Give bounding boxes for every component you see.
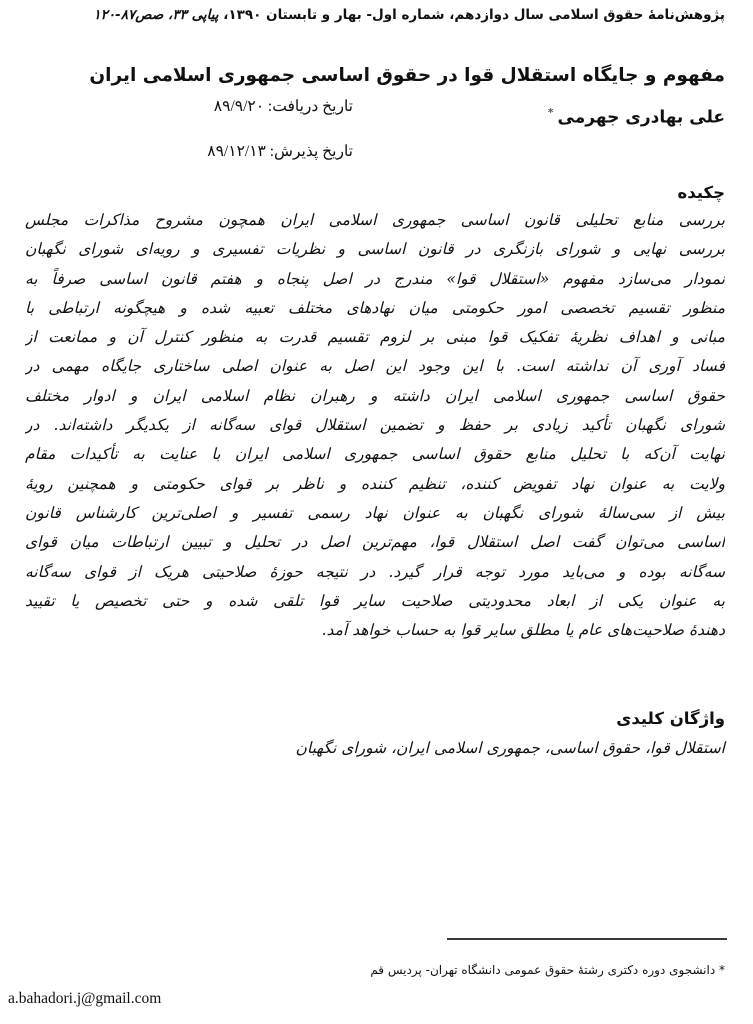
abstract-line: بررسی منابع تحلیلی قانون اساسی جمهوری اسلامی ایران همچون مشروح مذاکرات مجلس <box>25 211 725 229</box>
abstract-line: بیش از سی‌سالهٔ شورای نگهبان به عنوان نهاد رسمی تفسیر و اصلی‌ترین کارشناس قانون <box>25 503 725 522</box>
abstract-line: نهایت آن‌که با تحلیل منابع حقوق اساسی جمهوری اسلامی ایران با عنایت به تأکیدات مقام <box>25 445 725 464</box>
date-accepted: تاریخ پذیرش: ۸۹/۱۲/۱۳ <box>207 143 353 160</box>
journal-info: پژوهش‌نامهٔ حقوق اسلامی سال دوازدهم، شماره اول- بهار و تابستان ۱۳۹۰، <box>218 7 725 23</box>
abstract-line: شورای نگهبان تأکید زیادی بر حفظ و تضمین استقلال قوای سه‌گانه از یکدیگر داشته‌اند. در <box>25 416 725 435</box>
abstract-line: اساسی می‌توان گفت اصل استقلال قوا، مهم‌ترین اصل در تحلیل و تبیین ارتباطات میان قوای <box>25 533 725 552</box>
author-footnote-marker: * <box>547 106 554 119</box>
abstract-line: ولایت به عنوان نهاد تفویض کننده، تنظیم کننده و ناظر بر قوای حکومتی و همچنین رویهٔ <box>25 474 725 493</box>
author-email: a.bahadori.j@gmail.com <box>8 990 162 1007</box>
abstract-line: نمودار می‌سازد مفهوم «استقلال قوا» مندرج در اصل پنجاه و هفتم قانون اساسی صرفاً به <box>25 269 725 288</box>
abstract-body <box>25 206 725 645</box>
author-name: علی بهادری جهرمی <box>557 107 725 128</box>
issue-pages: پیاپی ۳۳، صص۸۷-۱۲۰ <box>93 7 219 23</box>
abstract-line: حقوق اساسی جمهوری اسلامی ایران داشته و رهبران نظام اسلامی ایران و ادوار مختلف <box>25 386 725 405</box>
abstract-line: منظور تقسیم تخصصی امور حکومتی میان نهادهای مختلف تعبیه شده و هیچگونه ارتباطی با <box>25 298 725 317</box>
abstract-line: مبانی و اهداف نظریهٔ تفکیک قوا مبنی بر لزوم تقسیم قدرت به منظور کنترل آن و ممانعت از <box>25 328 725 347</box>
abstract-line: فساد آوری آن نداشته است. با این وجود این اصل به عنوان اصلی ساختاری جایگاه مهمی در <box>25 357 725 376</box>
abstract-heading: چکیده <box>677 183 725 202</box>
article-title: مفهوم و جایگاه استقلال قوا در حقوق اساسی جمهوری اسلامی ایران <box>89 65 725 86</box>
running-header <box>25 4 725 26</box>
footnote-divider <box>447 938 727 940</box>
author-line <box>465 98 725 133</box>
keywords-heading: واژگان کلیدی <box>616 709 725 728</box>
abstract-line: دهندهٔ صلاحیت‌های عام یا مطلق سایر قوا به حساب خواهد آمد. <box>321 621 725 640</box>
keywords-list: استقلال قوا، حقوق اساسی، جمهوری اسلامی ایران، شورای نگهبان <box>295 739 725 757</box>
author-affiliation-footnote: * دانشجوی دوره دکتری رشتهٔ حقوق عمومی دانشگاه تهران- پردیس قم <box>370 963 725 977</box>
abstract-line: به عنوان یکی از ابعاد محدودیتی صلاحیت سایر قوا تلقی شده و حتی تخصیص یا تقیید <box>25 591 725 610</box>
date-received: تاریخ دریافت: ۸۹/۹/۲۰ <box>213 98 353 115</box>
abstract-line: بررسی نهایی و شورای بازنگری در قانون اساسی و نظریات تفسیری و رویه‌ای شورای نگهبان <box>25 240 725 259</box>
abstract-line: سه‌گانه بوده و می‌باید مورد توجه قرار گیرد. در نتیجه حوزهٔ صلاحیتی هریک از قوای سه‌گانه <box>25 562 725 581</box>
